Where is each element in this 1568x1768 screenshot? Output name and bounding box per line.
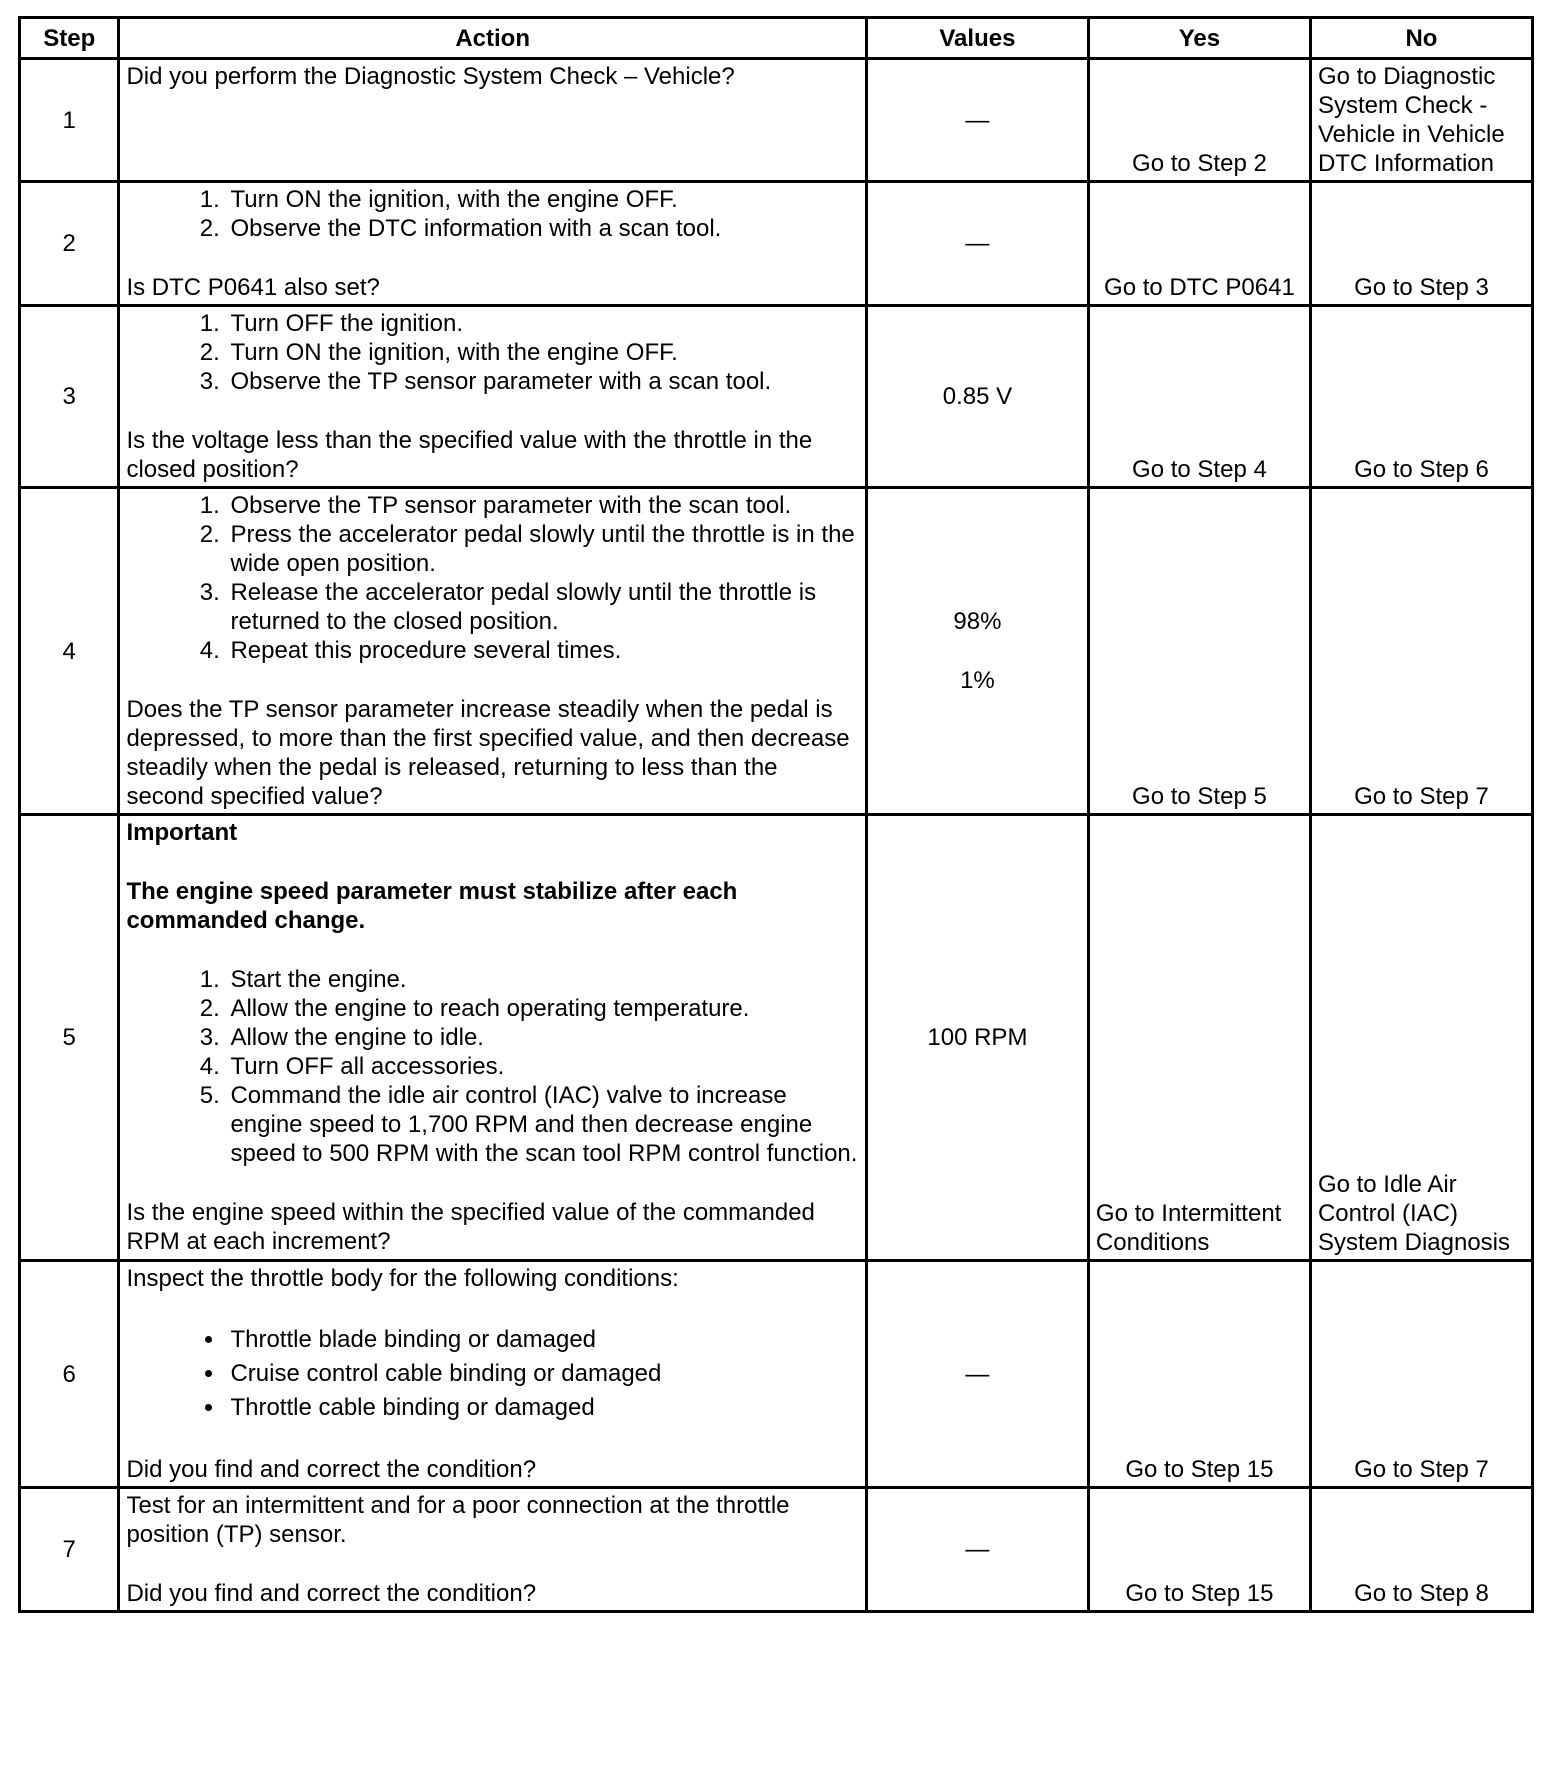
header-yes: Yes (1088, 18, 1310, 59)
action-question: Is the voltage less than the specified value with the throttle in the closed position? (126, 427, 813, 483)
procedure-item: 1. Observe the TP sensor parameter with the scan tool. (226, 491, 858, 520)
procedure-item: 1. Turn ON the ignition, with the engine OFF. (226, 185, 858, 214)
no-cell: Go to Step 7 (1310, 1261, 1532, 1488)
action-cell (119, 306, 866, 488)
procedure-list (126, 491, 858, 665)
table-row (20, 815, 1533, 1261)
header-no: No (1310, 18, 1532, 59)
value-cell: — (866, 1488, 1088, 1612)
procedure-item: 3. Observe the TP sensor parameter with a scan tool. (226, 367, 858, 396)
procedure-item: 2. Allow the engine to reach operating temperature. (226, 994, 858, 1023)
procedure-item: 3. Allow the engine to idle. (226, 1023, 858, 1052)
table-row (20, 59, 1533, 182)
header-values: Values (866, 18, 1088, 59)
important-text: The engine speed parameter must stabilize after each commanded change. (126, 878, 738, 934)
value-secondary: 1% (960, 667, 995, 694)
procedure-item: 2. Press the accelerator pedal slowly until the throttle is in the wide open position. (226, 520, 858, 578)
yes-cell: Go to Step 15 (1088, 1488, 1310, 1612)
no-cell: Go to Step 8 (1310, 1488, 1532, 1612)
action-cell (119, 1261, 866, 1488)
action-intro: Inspect the throttle body for the following conditions: (126, 1265, 679, 1292)
no-cell: Go to Step 6 (1310, 306, 1532, 488)
yes-cell: Go to Intermittent Conditions (1088, 815, 1310, 1261)
condition-list (126, 1323, 858, 1425)
action-question: Did you find and correct the condition? (126, 1456, 537, 1483)
step-number: 2 (20, 182, 119, 306)
step-number: 6 (20, 1261, 119, 1488)
action-cell (119, 488, 866, 815)
procedure-item: 1. Turn OFF the ignition. (226, 309, 858, 338)
action-cell (119, 815, 866, 1261)
condition-item: • Throttle cable binding or damaged (226, 1391, 858, 1425)
condition-item: • Cruise control cable binding or damaged (226, 1357, 858, 1391)
action-question: Is DTC P0641 also set? (126, 274, 380, 301)
procedure-item: 2. Observe the DTC information with a scan tool. (226, 214, 858, 243)
value-cell: 0.85 V (866, 306, 1088, 488)
yes-cell: Go to Step 15 (1088, 1261, 1310, 1488)
procedure-list (126, 185, 858, 243)
header-row (20, 18, 1533, 59)
diagnostic-table (18, 16, 1534, 1613)
procedure-item: 5. Command the idle air control (IAC) valve to increase engine speed to 1,700 RPM and then decrease engine speed to 500 RPM with the scan tool RPM control function. (226, 1081, 858, 1168)
value-cell: 100 RPM (866, 815, 1088, 1261)
action-cell (119, 1488, 866, 1612)
table-row (20, 488, 1533, 815)
no-cell: Go to Idle Air Control (IAC) System Diagnosis (1310, 815, 1532, 1261)
condition-item: • Throttle blade binding or damaged (226, 1323, 858, 1357)
procedure-list (126, 965, 858, 1168)
table-row (20, 1261, 1533, 1488)
action-cell (119, 182, 866, 306)
action-cell (119, 59, 866, 182)
procedure-item: 4. Repeat this procedure several times. (226, 636, 858, 665)
procedure-item: 3. Release the accelerator pedal slowly until the throttle is returned to the closed position. (226, 578, 858, 636)
yes-cell: Go to Step 5 (1088, 488, 1310, 815)
no-cell: Go to Step 3 (1310, 182, 1532, 306)
action-question: Is the engine speed within the specified value of the commanded RPM at each increment? (126, 1199, 815, 1255)
important-label: Important (126, 819, 238, 846)
table-row (20, 306, 1533, 488)
procedure-item: 4. Turn OFF all accessories. (226, 1052, 858, 1081)
procedure-item: 2. Turn ON the ignition, with the engine OFF. (226, 338, 858, 367)
header-step: Step (20, 18, 119, 59)
yes-cell: Go to Step 4 (1088, 306, 1310, 488)
no-cell: Go to Step 7 (1310, 488, 1532, 815)
step-number: 7 (20, 1488, 119, 1612)
step-number: 5 (20, 815, 119, 1261)
table-row (20, 182, 1533, 306)
no-cell: Go to Diagnostic System Check - Vehicle in Vehicle DTC Information (1310, 59, 1532, 182)
value-primary: 98% (953, 608, 1002, 635)
action-intro: Did you perform the Diagnostic System Check – Vehicle? (126, 63, 735, 90)
table-row (20, 1488, 1533, 1612)
value-cell: — (866, 59, 1088, 182)
yes-cell: Go to DTC P0641 (1088, 182, 1310, 306)
value-cell: — (866, 182, 1088, 306)
action-question: Did you find and correct the condition? (126, 1580, 537, 1607)
procedure-list (126, 309, 858, 396)
step-number: 4 (20, 488, 119, 815)
step-number: 1 (20, 59, 119, 182)
value-cell: — (866, 1261, 1088, 1488)
value-cell (866, 488, 1088, 815)
yes-cell: Go to Step 2 (1088, 59, 1310, 182)
procedure-item: 1. Start the engine. (226, 965, 858, 994)
action-intro: Test for an intermittent and for a poor connection at the throttle position (TP) sensor. (126, 1492, 790, 1548)
step-number: 3 (20, 306, 119, 488)
action-question: Does the TP sensor parameter increase steadily when the pedal is depressed, to more than the first specified value, and then decrease steadily when the pedal is released, returning to less than the second specified value? (126, 696, 850, 810)
header-action: Action (119, 18, 866, 59)
